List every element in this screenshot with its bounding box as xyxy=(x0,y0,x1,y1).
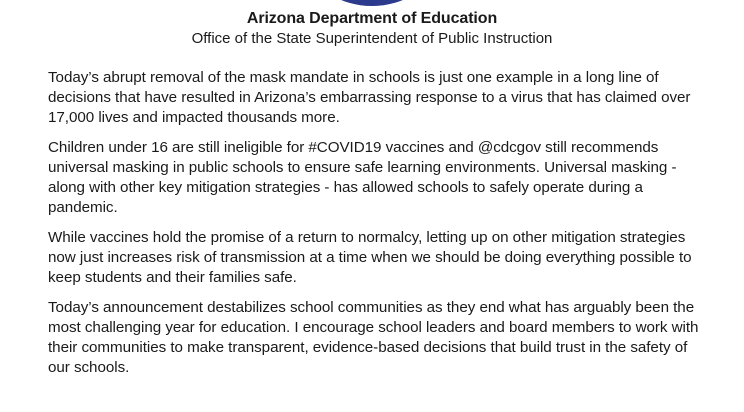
paragraph: Children under 16 are still ineligible for #COVID19 vaccines and @cdcgov still recommends universal masking in public schools to ensure safe learning environments. Universal masking - along with other key mitigation strategies - has allowed schools to safely operate during a pandemic. xyxy=(48,139,677,216)
paragraph: Today’s abrupt removal of the mask mandate in schools is just one example in a long line of decisions that have resulted in Arizona’s embarrassing response to a virus that has claimed over 17,000 lives and impacted thousands more. xyxy=(48,69,691,126)
letterhead xyxy=(0,9,744,49)
department-name: Arizona Department of Education xyxy=(246,10,498,27)
paragraph: Today’s announcement destabilizes school communities as they end what has arguably been the most challenging year for education. I encourage school leaders and board members to work with their communities to make transparent, evidence-based decisions that build trust in the safety of our schools. xyxy=(48,299,699,376)
office-name: Office of the State Superintendent of Public Instruction xyxy=(191,30,553,47)
statement-body xyxy=(48,68,708,388)
paragraph: While vaccines hold the promise of a return to normalcy, letting up on other mitigation strategies now just increases risk of transmission at a time when we should be doing everything possible to keep students and their families safe. xyxy=(48,229,692,286)
